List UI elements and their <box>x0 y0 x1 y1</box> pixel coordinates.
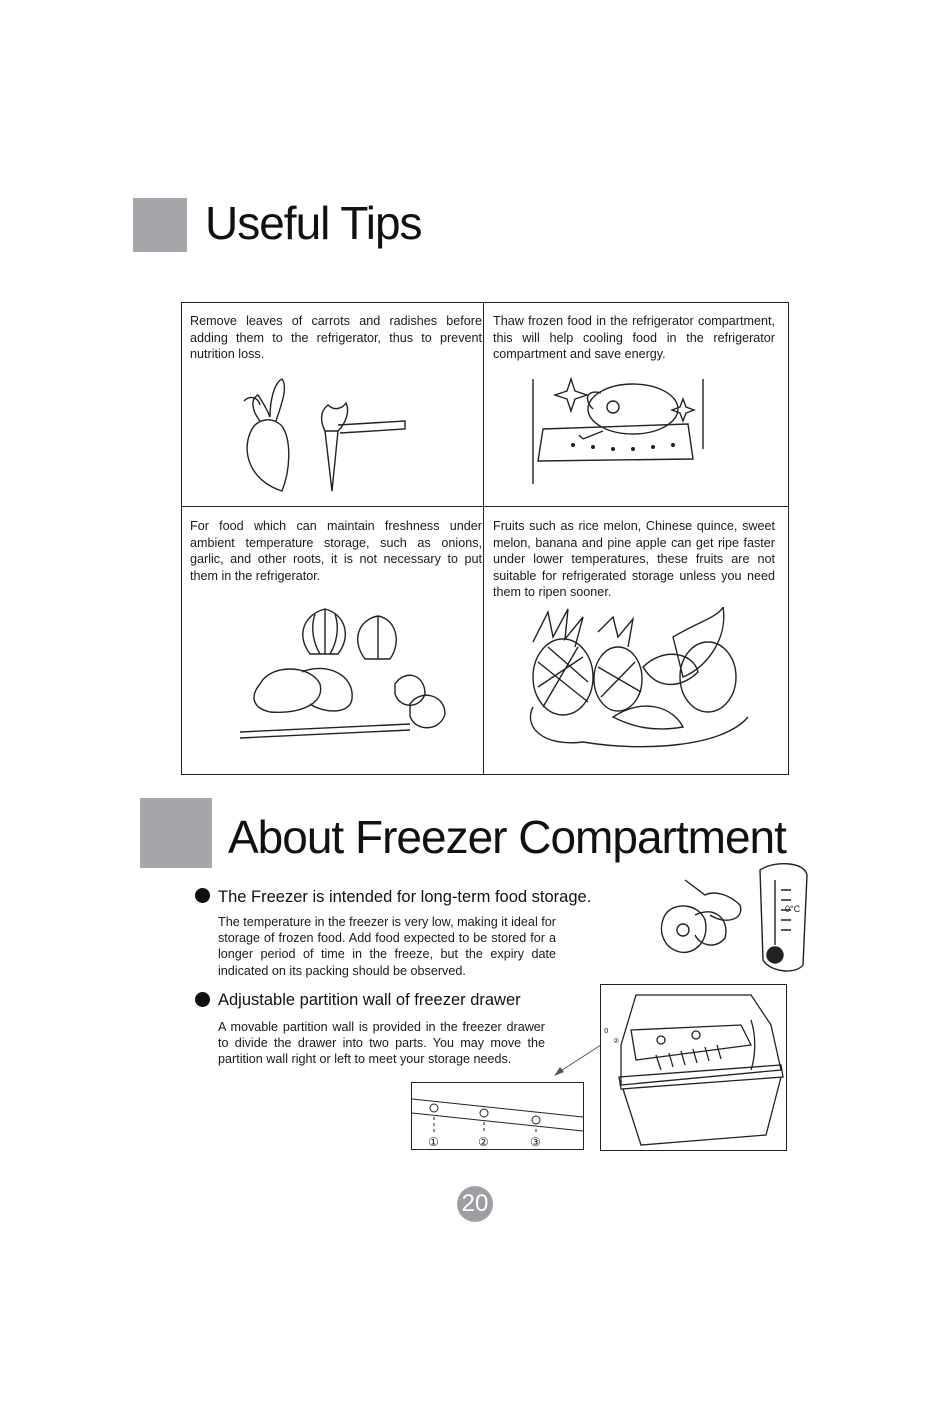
page-number: 20 <box>457 1186 493 1222</box>
freezer-drawer-box <box>600 984 787 1151</box>
tips-table <box>181 302 789 775</box>
section-body-long-term: The temperature in the freezer is very low, making it ideal for storage of frozen food. Add food expected to be stored for a longer period of time in the freeze, but the expiry date indicated on its packing should be observed. <box>218 915 556 978</box>
onion-garlic-icon <box>230 604 460 754</box>
freezer-title: About Freezer Compartment <box>228 811 786 863</box>
frozen-food-thermometer-icon <box>655 860 815 975</box>
tip-fruits <box>493 518 775 757</box>
useful-tips-title: Useful Tips <box>205 197 422 249</box>
thermometer-label: 0°C <box>785 904 801 914</box>
section-marker-freezer <box>140 798 212 868</box>
tip-carrots <box>190 313 482 501</box>
tropical-fruits-icon <box>523 607 753 757</box>
carrot-radish-icon <box>230 371 430 501</box>
grid-divider-horizontal <box>182 506 788 507</box>
thawing-chicken-icon <box>483 369 723 484</box>
position-label: ① <box>428 1135 439 1149</box>
position-label: ③ <box>530 1135 541 1149</box>
section-marker-useful-tips <box>133 198 187 252</box>
tip-text: For food which can maintain freshness under ambient temperature storage, such as onions, garlic, and other roots, it is not necessary to put them in the refrigerator. <box>190 519 482 583</box>
section-heading-long-term: The Freezer is intended for long-term food storage. <box>218 888 592 906</box>
partition-slots-diagram <box>412 1083 583 1149</box>
tip-text: Thaw frozen food in the refrigerator compartment, this will help cooling food in the refrigerator compartment and save energy. <box>493 314 775 362</box>
drawer-label: 0 <box>604 1027 609 1035</box>
partition-detail-box <box>411 1082 584 1150</box>
tip-thaw <box>493 313 775 484</box>
section-body-partition: A movable partition wall is provided in the freezer drawer to divide the drawer into two parts. You may move the partition wall right or left to meet your storage needs. <box>218 1020 545 1067</box>
bullet-icon <box>195 888 210 903</box>
tip-text: Fruits such as rice melon, Chinese quince, sweet melon, banana and pine apple can get ripe faster under lower temperatures, these fruits are not suitable for refrigerated storage unless you need them to ripen sooner. <box>493 519 775 600</box>
tip-text: Remove leaves of carrots and radishes before adding them to the refrigerator, thus to prevent nutrition loss. <box>190 314 482 362</box>
tip-roots <box>190 518 482 754</box>
section-heading-partition: Adjustable partition wall of freezer drawer <box>218 991 521 1009</box>
bullet-icon <box>195 992 210 1007</box>
position-label: ② <box>478 1135 489 1149</box>
freezer-drawer-icon <box>601 985 786 1150</box>
drawer-label: ② <box>613 1037 620 1045</box>
